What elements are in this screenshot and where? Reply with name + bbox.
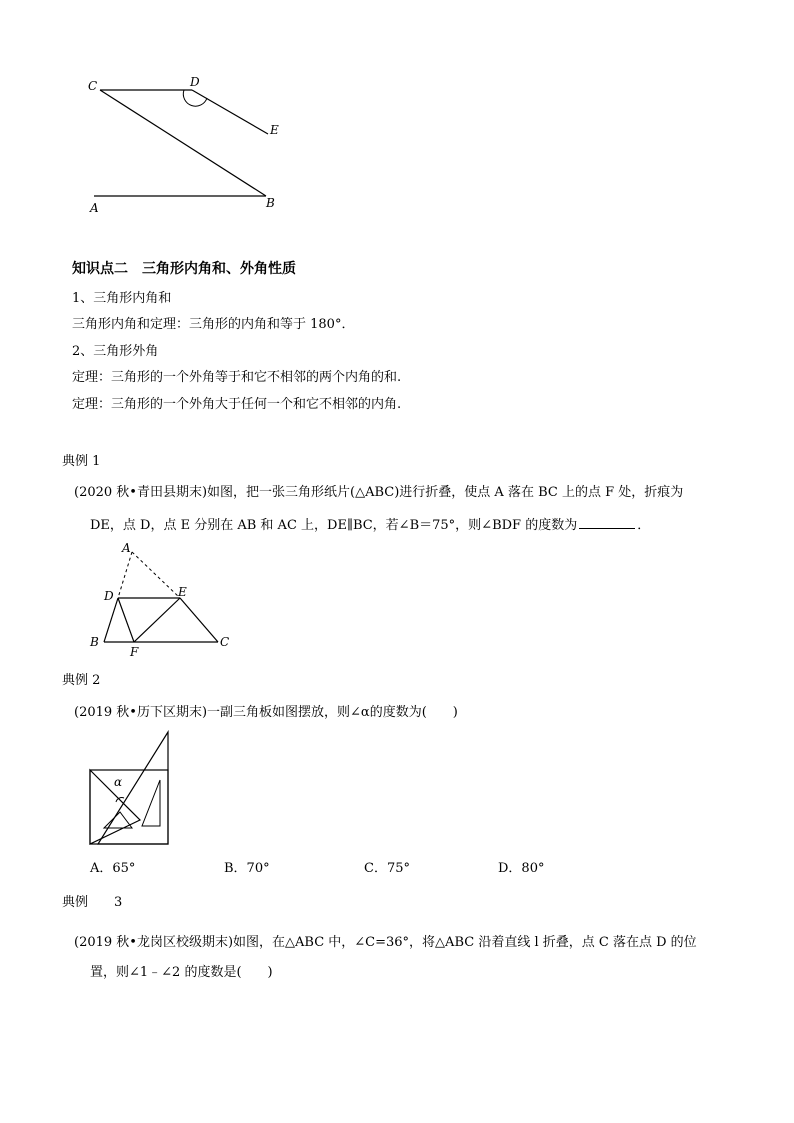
example1-line2 [90, 516, 650, 535]
fold-ae [132, 552, 180, 598]
fold-ad [118, 552, 132, 598]
figure-folded-triangle [84, 538, 244, 662]
item-exterior-angle: 2、三角形外角 [72, 344, 159, 359]
label-c: C [220, 635, 230, 649]
option-b[interactable]: B．70° [224, 861, 270, 876]
alpha-label: α [114, 775, 123, 789]
example2-heading: 典例 2 [62, 673, 101, 688]
figure-parallel-lines [80, 70, 300, 220]
example1-line1: (2020 秋•青田县期末)如图，把一张三角形纸片(△ABC)进行折叠，使点 A 落在 BC 上的点 F 处，折痕为 [74, 485, 684, 500]
theorem-exterior-sum: 定理：三角形的一个外角等于和它不相邻的两个内角的和. [72, 370, 402, 385]
section-title: 知识点二 三角形内角和、外角性质 [72, 261, 296, 277]
side-bd [104, 598, 118, 642]
label-e: E [270, 123, 279, 137]
label-c: C [88, 79, 98, 93]
item-interior-angle: 1、三角形内角和 [72, 291, 172, 306]
example3-line2: 置，则∠1﹣∠2 的度数是( ) [90, 965, 273, 980]
answer-blank[interactable] [579, 516, 635, 529]
line-cb [100, 90, 266, 196]
example2-question: (2019 秋•历下区期末)一副三角板如图摆放，则∠α的度数为( ) [74, 705, 458, 720]
example1-line2-text: DE，点 D，点 E 分别在 AB 和 AC 上，DE∥BC，若∠B＝75°，则∠BDF 的度数为 [90, 518, 578, 533]
fold-ef [134, 598, 180, 642]
label-e: E [178, 585, 187, 599]
line-de [192, 90, 268, 134]
option-c[interactable]: C．75° [364, 861, 410, 876]
label-a: A [90, 201, 99, 215]
label-a: A [122, 541, 131, 555]
label-b: B [90, 635, 99, 649]
example3-line1: (2019 秋•龙岗区校级期末)如图，在△ABC 中，∠C=36°，将△ABC 沿着直线 l 折叠，点 C 落在点 D 的位 [74, 935, 697, 950]
triangle-30-60-inner [142, 780, 160, 826]
option-a[interactable]: A．65° [90, 861, 136, 876]
fold-df [118, 598, 134, 642]
label-d: D [190, 75, 200, 89]
example3-heading: 典例 3 [62, 895, 123, 910]
theorem-interior-sum: 三角形内角和定理：三角形的内角和等于 180°． [72, 317, 355, 332]
figure-set-squares [86, 728, 186, 850]
example1-heading: 典例 1 [62, 454, 101, 469]
label-d: D [104, 589, 114, 603]
label-b: B [266, 196, 275, 210]
theorem-exterior-greater: 定理：三角形的一个外角大于任何一个和它不相邻的内角. [72, 397, 402, 412]
option-d[interactable]: D．80° [498, 861, 545, 876]
label-f: F [130, 645, 139, 659]
side-ec [180, 598, 218, 642]
example1-line2-end: ． [637, 518, 651, 533]
